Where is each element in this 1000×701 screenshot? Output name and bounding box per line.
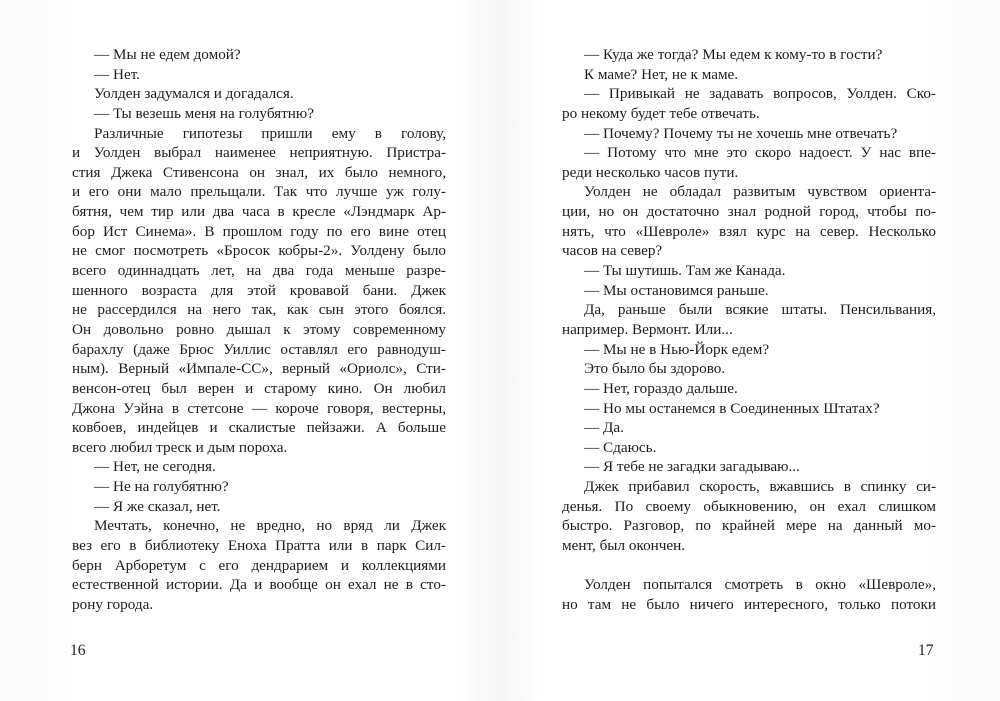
text-line: — Мы не едем домой? [94,46,241,63]
text-line: рону города. [72,595,154,613]
left-page [72,45,446,615]
text-line: — Не на голубятню? [94,478,229,496]
text-line: ковбоев, индейцев и скалистые пейзажи. А больше [72,419,446,437]
text-line: вез его в библиотеку Еноха Пратта или в парк Сил- [72,537,446,555]
text-line: — Я тебе не загадки загадываю... [584,458,800,476]
text-line: всего одиннадцать лет, на два года меньше разре- [72,262,446,280]
text-line: — Привыкай не задавать вопросов, Уолден. Ско- [584,85,936,103]
text-line: — Нет, гораздо дальше. [584,379,738,397]
text-line: — Куда же тогда? Мы едем к кому-то в гости? [584,46,883,63]
text-line: берн Арборетум с его дендрарием и коллекциями [72,556,446,574]
text-line: К маме? Нет, не к маме. [584,65,739,83]
text-line: но там не было ничего интересного, только потоки [562,595,936,613]
text-line: Джек прибавил скорость, вжавшись в спинку си- [584,478,936,496]
text-line: — Нет, не сегодня. [94,458,216,476]
text-line: — Почему? Почему ты не хочешь мне отвечать? [584,124,898,142]
text-line: — Мы не в Нью-Йорк едем? [584,340,770,358]
text-line: — Ты шутишь. Там же Канада. [584,262,786,280]
text-line: стия Джека Стивенсона он знал, их было немного, [72,163,446,181]
text-line: всего любил треск и дым пороха. [72,438,288,456]
text-line: не смог посмотреть «Бросок кобры-2». Уолдену было [72,242,446,260]
text-line: — Потому что мне это скоро надоест. У нас впе- [584,144,936,162]
text-line: Мечтать, конечно, не вредно, но вряд ли Джек [94,517,446,535]
text-line: быстро. Разговор, по крайней мере на данный мо- [562,517,936,535]
text-line: и Уолден выбрал наименее неприятную. Пристра- [72,144,446,162]
text-line: Уолден задумался и догадался. [94,85,294,103]
text-line: не рассердился на него так, как сын этого боялся. [72,301,446,319]
text-line: естественной истории. Да и вообще он ехал не в сто- [72,576,446,594]
text-line: Различные гипотезы пришли ему в голову, [94,124,446,142]
text-line: шенного возраста для этой кровавой бани. Джек [72,281,446,299]
text-line: часов на север? [562,242,663,260]
text-line: — Но мы останемся в Соединенных Штатах? [584,399,880,417]
text-line [562,556,936,576]
left-page-number: 16 [70,642,86,659]
text-line: барахлу (даже Брюс Уиллис оставлял его равнодуш- [72,340,446,358]
text-line: — Я же сказал, нет. [94,497,221,515]
text-line: Да, раньше были всякие штаты. Пенсильвания, [584,301,936,319]
text-line: и его они мало прельщали. Так что лучше уж голу- [72,183,446,201]
text-line: например. Вермонт. Или... [562,320,733,338]
text-line: Уолден не обладал развитым чувством ориента- [584,183,936,201]
text-line: Джона Уэйна в стетсоне — короче говоря, вестерны, [72,399,446,417]
text-line: Это было бы здорово. [584,360,726,378]
text-line: — Сдаюсь. [584,438,657,456]
text-line: бор Ист Синема». В прошлом году по его вине отец [72,222,446,240]
text-line: — Да. [584,419,624,437]
text-line: Он довольно ровно дышал к этому современному [72,320,446,338]
text-line: Уолден попытался смотреть в окно «Шевроле», [584,576,936,594]
text-line: реди несколько часов пути. [562,163,739,181]
text-line: — Ты везешь меня на голубятню? [94,104,315,122]
text-line: — Мы остановимся раньше. [584,281,769,299]
text-line: мент, был окончен. [562,537,686,555]
right-page [562,45,936,615]
text-line: нять, что «Шевроле» взял курс на север. Несколько [562,222,936,240]
text-line: ции, но он достаточно знал родной город, чтобы по- [562,203,936,221]
text-line: — Нет. [94,65,140,83]
text-line: бятня, чем тир или два часа в кресле «Лэндмарк Ар- [72,203,446,221]
text-line: денья. По своему обыкновению, он ехал слишком [562,497,936,515]
text-line: ро некому будет тебе отвечать. [562,104,760,122]
right-page-number: 17 [918,642,934,659]
text-line: венсон-отец был верен и старому кино. Он любил [72,379,446,397]
text-line: ным). Верный «Импале-СС», верный «Ориолс», Сти- [72,360,446,378]
